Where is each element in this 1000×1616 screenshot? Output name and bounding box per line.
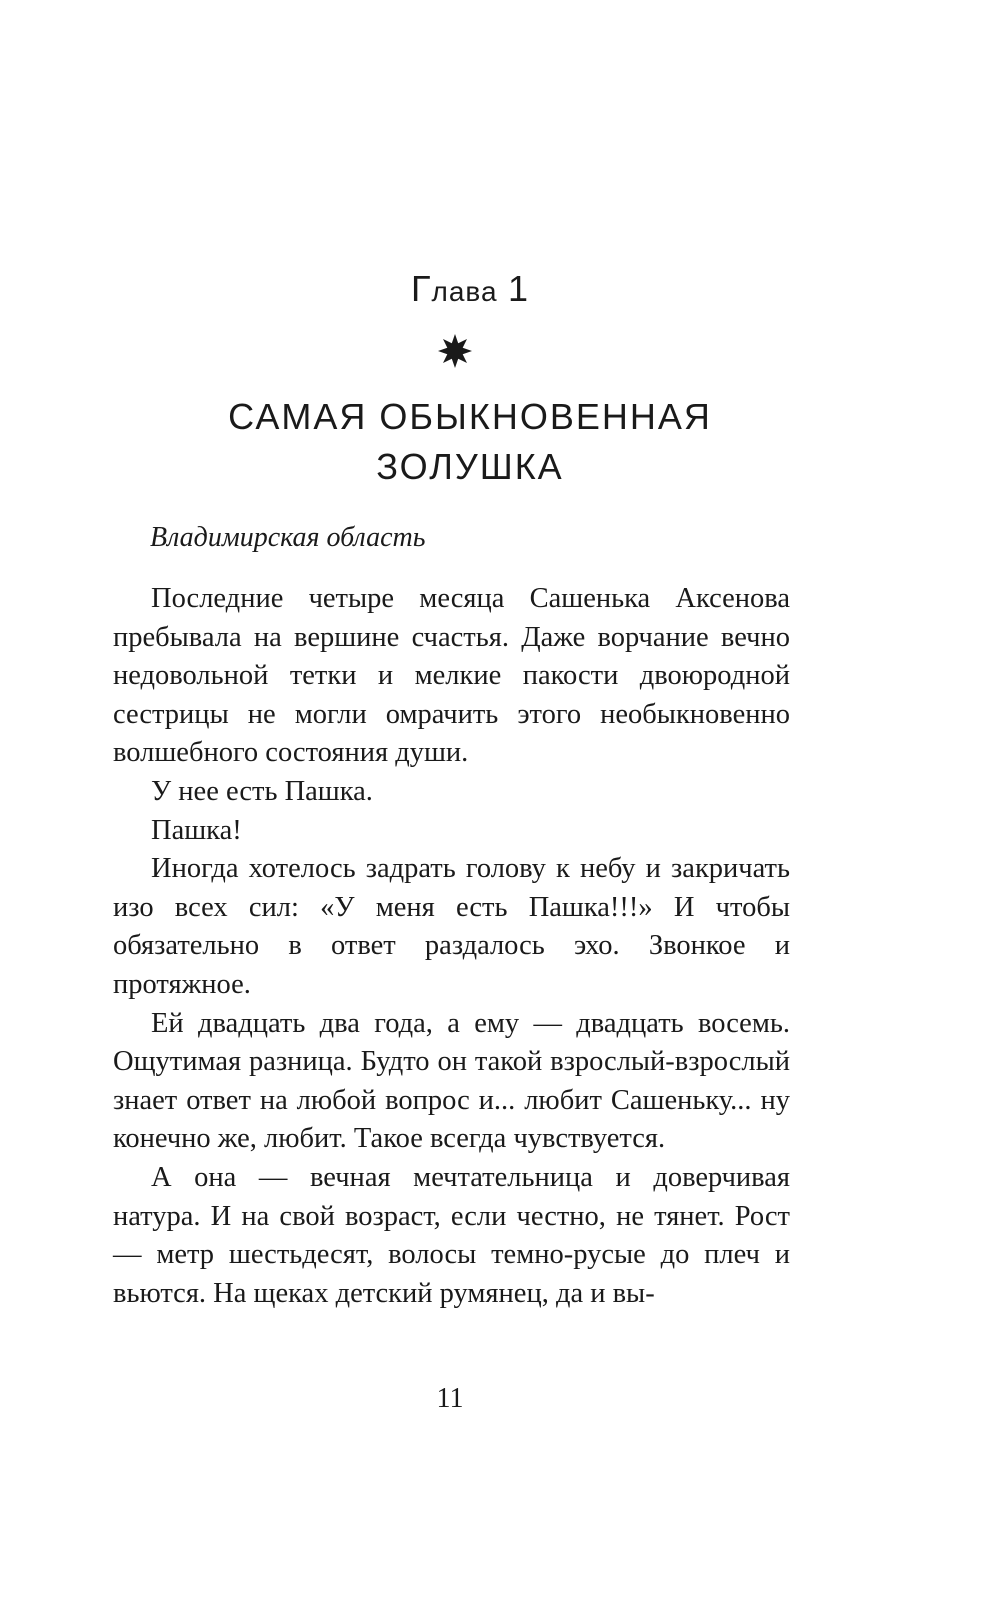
- chapter-title-line: САМАЯ ОБЫКНОВЕННАЯ: [228, 396, 712, 437]
- paragraph: Последние четыре месяца Сашенька Аксенова пребывала на вершине счастья. Даже ворчание вечно недовольной тетки и мелкие пакости двоюродной сестрицы не могли омрачить этого необыкновенно волшебного состояния души.: [113, 583, 790, 769]
- paragraph: А она — вечная мечтательница и доверчивая натура. И на свой возраст, если честно, не тянет. Рост — метр шестьдесят, волосы темно-русые до плеч и вьются. На щеках детский румянец, да и вы-: [113, 1161, 790, 1309]
- eight-point-star-icon: [437, 333, 473, 369]
- page-number: 11: [436, 1383, 464, 1414]
- paragraph: У нее есть Пашка.: [151, 775, 373, 807]
- place-heading: Владимирская область: [150, 522, 426, 553]
- chapter-title: [0, 392, 940, 492]
- chapter-label: [0, 268, 940, 310]
- paragraph: Иногда хотелось задрать голову к небу и закричать изо всех сил: «У меня есть Пашка!!!» И чтобы обязательно в ответ раздалось эхо. Звонкое и протяжное.: [113, 853, 790, 1000]
- chapter-number: 1: [507, 268, 530, 309]
- chapter-title-line: ЗОЛУШКА: [376, 446, 564, 487]
- body-text: [113, 580, 790, 1313]
- chapter-label-initial: Г: [410, 268, 432, 309]
- paragraph: Пашка!: [151, 814, 242, 846]
- paragraph: Ей двадцать два года, а ему — двадцать восемь. Ощутимая разница. Будто он такой взрослый-взрослый знает ответ на любой вопрос и... любит Сашеньку... ну конечно же, любит. Такое всегда чувствуется.: [113, 1007, 790, 1155]
- chapter-label-rest: лава: [431, 276, 498, 307]
